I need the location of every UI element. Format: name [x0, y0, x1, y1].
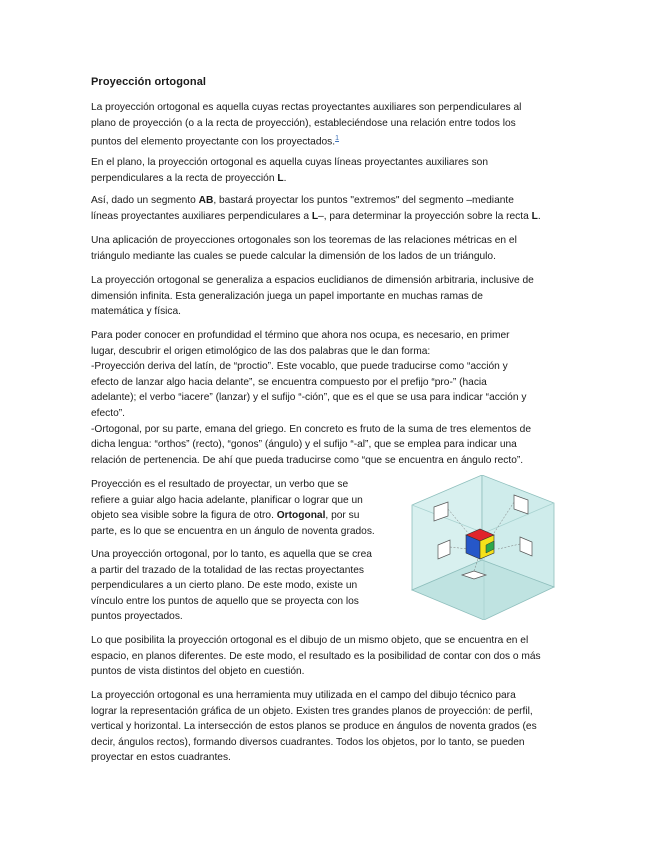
paragraph-plane: En el plano, la proyección ortogonal es aquella cuyas líneas proyectantes auxiliares son perpendiculares a la recta de proyección L.	[91, 157, 488, 184]
paragraph-definition: La proyección ortogonal es aquella cuyas rectas proyectantes auxiliares son perpendiculares al plano de proyección (o a la recta de proyección), estableciéndose una relación entre todos los puntos del elemento proyectante con los proyectados.$^1$	[91, 102, 522, 148]
paragraph-etymology: Para poder conocer en profundidad el término que ahora nos ocupa, es necesario, en primer lugar, descubrir el origen etimológico de las dos palabras que le dan forma: -Proyección deriva del latín, de “proctio”. Este vocablo, que puede traducirse como “acción y efecto de lanzar algo hacia delante”, se encuentra compuesto por el prefijo “pro-” (hacia adelante); el verbo “iacere” (lanzar) y el sufijo “-ción”, que es el que se usa para indicar “acción y efecto”. -Ortogonal, por su parte, emana del griego. En concreto es fruto de la suma de tres elementos de dicha lengua: “orthos” (recto), “gonos” (ángulo) y el sufijo “-al”, que se emplea para indicar una relación de pertenencia. De ahí que pueda traducirse como “que se encuentra en ángulo recto”.	[91, 330, 532, 466]
paragraph-projection-meaning: Proyección es el resultado de proyectar, un verbo que se refiere a guiar algo hacia adelante, planificar o lograr que un objeto sea visible sobre la figura de otro. Ortogonal, por su parte, es lo que se encuentra en un ángulo de noventa grados.	[91, 479, 375, 537]
page-title: Proyección ortogonal	[91, 76, 207, 88]
paragraph-generalization: La proyección ortogonal se generaliza a espacios euclidianos de dimensión arbitraria, inclusive de dimensión infinita. Esta generalización juega un papel importante en muchas ramas de matemática y física.	[91, 275, 534, 318]
footnote-link[interactable]: 1	[335, 135, 339, 143]
paragraph-possibility: Lo que posibilita la proyección ortogonal es el dibujo de un mismo objeto, que se encuentra en el espacio, en planos diferentes. De este modo, el resultado es la posibilidad de contar con dos o más puntos de vista distintos del objeto en cuestión.	[91, 635, 541, 678]
paragraph-applications: Una aplicación de proyecciones ortogonales son los teoremas de las relaciones métricas en el triángulo mediante las cuales se puede calcular la dimensión de los lados de un triángulo.	[91, 235, 517, 262]
paragraph-orthogonal-projection: Una proyección ortogonal, por lo tanto, es aquella que se crea a partir del trazado de la totalidad de las rectas proyectantes perpendiculares a un cierto plano. De este modo, existe un vínculo entre los puntos de aquello que se proyecta con los puntos proyectados.	[91, 549, 372, 623]
orthogonal-projection-cube-illustration	[402, 475, 562, 620]
paragraph-technical-drawing: La proyección ortogonal es una herramienta muy utilizada en el campo del dibujo técnico para lograr la representación gráfica de un objeto. Existen tres grandes planos de proyección: de perfil, vertical y horizontal. La intersección de estos planos se produce en ángulos de noventa grados (es decir, ángulos rectos), formando diversos cuadrantes. Todos los objetos, por lo tanto, se pueden proyectar en estos cuadrantes.	[91, 690, 537, 764]
paragraph-segment: Así, dado un segmento AB, bastará proyectar los puntos "extremos" del segmento –mediante líneas proyectantes auxiliares perpendiculares a L–, para determinar la proyección sobre la recta L.	[91, 195, 541, 222]
